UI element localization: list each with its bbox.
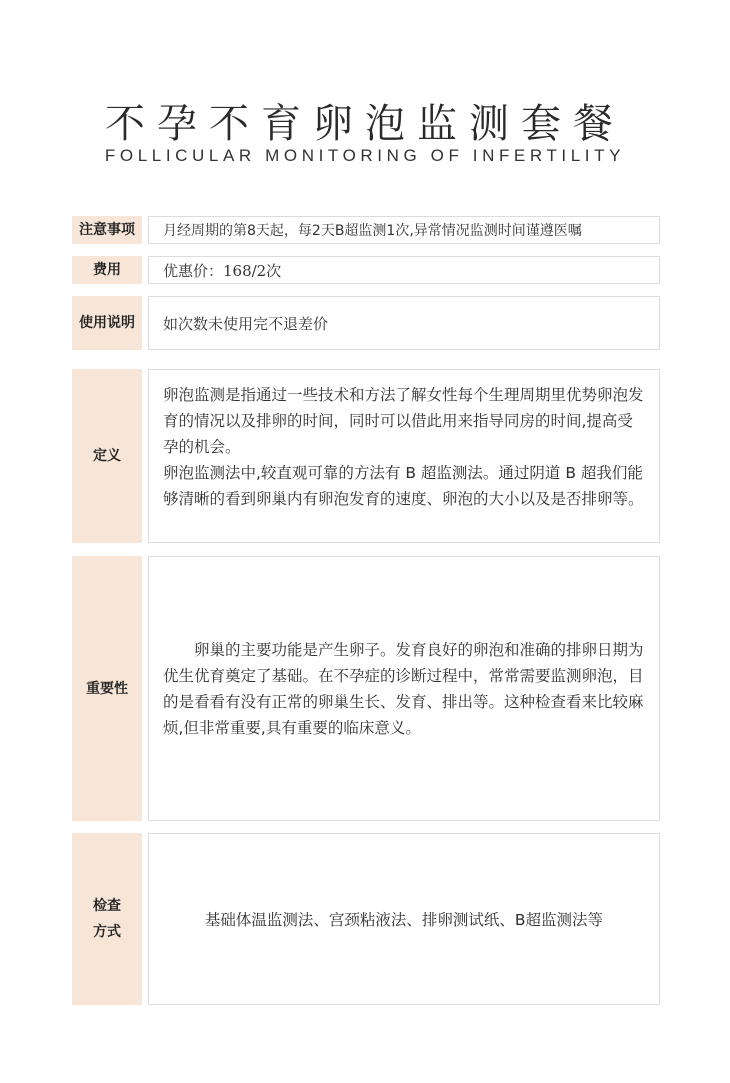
- row-label-methods: [72, 833, 142, 1005]
- methods-label-line: 方式: [93, 924, 121, 940]
- row-content-methods: [148, 833, 660, 1005]
- fee-text: 优惠价：168/2次: [163, 261, 282, 280]
- row-importance: [72, 556, 660, 821]
- row-label-importance: 重要性: [72, 556, 142, 821]
- row-content-fee: [148, 256, 660, 284]
- notes-text: 月经周期的第8天起，每2天B超监测1次,异常情况监测时间谨遵医嘱: [163, 223, 582, 239]
- row-content-importance: [148, 556, 660, 821]
- row-content-usage: [148, 296, 660, 350]
- row-content-definition: [148, 369, 660, 543]
- page-subtitle: FOLLICULAR MONITORING OF INFERTILITY: [104, 146, 626, 165]
- row-fee: [72, 256, 660, 284]
- row-label-fee: 费用: [72, 256, 142, 284]
- methods-text: 基础体温监测法、宫颈粘液法、排卵测试纸、B超监测法等: [204, 911, 604, 929]
- definition-paragraph: 卵泡监测法中,较直观可靠的方法有 B 超监测法。通过阴道 B 超我们能够清晰的看到卵巢内有卵泡发育的速度、卵泡的大小以及是否排卵等。: [163, 464, 644, 508]
- methods-label-line: 检查: [93, 898, 121, 914]
- usage-text: 如次数未使用完不退差价: [163, 314, 329, 333]
- row-definition: [72, 369, 660, 543]
- row-usage: [72, 296, 660, 350]
- row-label-usage: 使用说明: [72, 296, 142, 350]
- row-methods: [72, 833, 660, 1005]
- row-label-definition: 定义: [72, 369, 142, 543]
- definition-paragraph: 卵泡监测是指通过一些技术和方法了解女性每个生理周期里优势卵泡发育的情况以及排卵的时间，同时可以借此用来指导同房的时间,提高受孕的机会。: [163, 386, 644, 456]
- row-content-notes: [148, 216, 660, 244]
- row-notes: [72, 216, 660, 244]
- page-title: 不孕不育卵泡监测套餐: [105, 101, 625, 147]
- importance-text: 卵巢的主要功能是产生卵子。发育良好的卵泡和准确的排卵日期为优生优育奠定了基础。在不孕症的诊断过程中，常常需要监测卵泡，目的是看看有没有正常的卵巢生长、发育、排出等。这种检查看来比较麻烦,但非常重要,具有重要的临床意义。: [163, 640, 644, 737]
- row-label-notes: 注意事项: [72, 216, 142, 244]
